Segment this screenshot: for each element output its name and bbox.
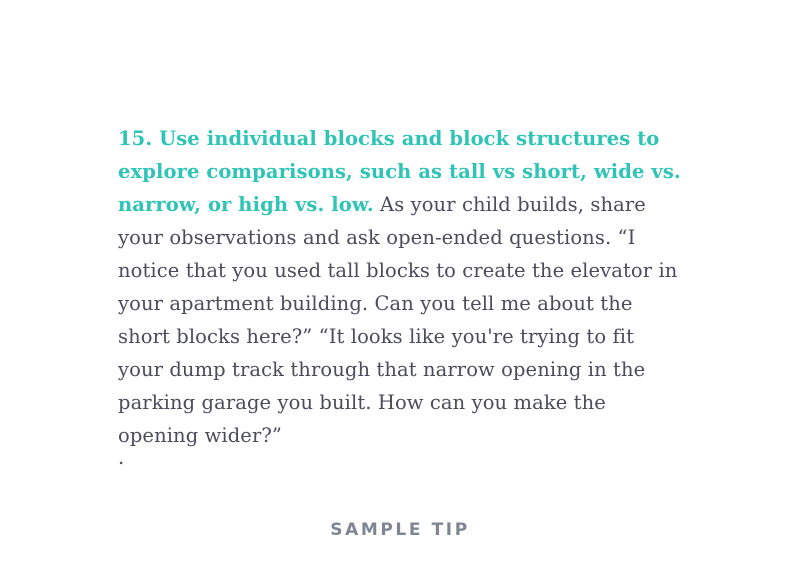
tip-block (118, 122, 684, 452)
tip-body-text: As your child builds, share your observations and ask open-ended questions. “I notice that you used tall blocks to create the elevator in your apartment building. Can you tell me about the short blocks here?” “It looks like you're trying to fit your dump track through that narrow opening in the parking garage you built. How can you make the opening wider?” (118, 193, 678, 447)
trailing-period: . (118, 446, 125, 469)
tip-paragraph (118, 122, 684, 452)
tip-heading: 15. Use individual blocks and block structures to explore comparisons, such as tall vs short, wide vs. narrow, or high vs. low. (118, 127, 681, 216)
footer-label: SAMPLE TIP (330, 520, 470, 540)
